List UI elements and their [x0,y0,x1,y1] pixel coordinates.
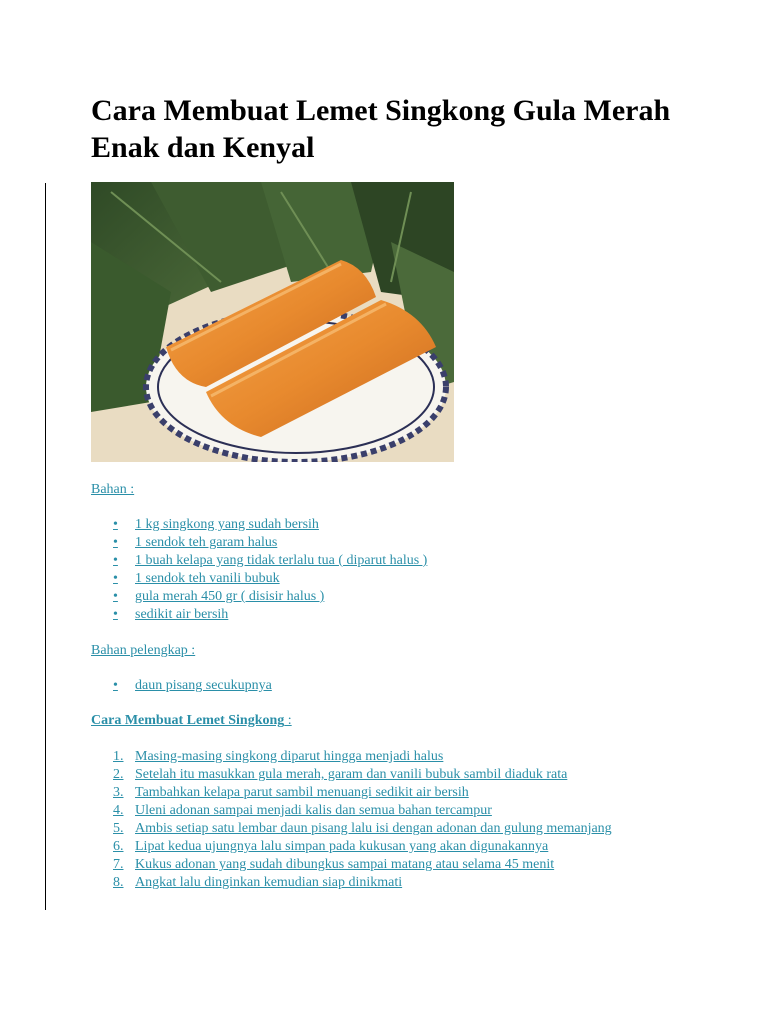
bullet-glyph: • [113,571,118,586]
pelengkap-list [113,677,272,695]
bullet-glyph: • [113,517,118,532]
list-item[interactable]: • 1 sendok teh garam halus [113,535,278,550]
list-item[interactable]: • gula merah 450 gr ( disisir halus ) [113,589,325,604]
bahan-list [113,516,427,624]
cara-heading [91,712,292,730]
cara-colon: : [284,713,292,728]
lemet-photo [91,182,454,462]
page-title: Cara Membuat Lemet Singkong Gula Merah Enak dan Kenyal [91,94,671,164]
bullet-glyph: • [113,607,118,622]
step-item[interactable]: 4. Uleni adonan sampai menjadi kalis dan semua bahan tercampur [113,803,492,818]
list-item[interactable]: • 1 sendok teh vanili bubuk [113,571,280,586]
bullet-glyph: • [113,678,118,693]
step-item[interactable]: 7. Kukus adonan yang sudah dibungkus sampai matang atau selama 45 menit [113,857,555,872]
bullet-glyph: • [113,589,118,604]
pelengkap-label[interactable]: Bahan pelengkap : [91,643,196,658]
bullet-glyph: • [113,535,118,550]
left-margin-rule [45,183,46,910]
step-item[interactable]: 8. Angkat lalu dinginkan kemudian siap dinikmati [113,875,403,890]
step-item[interactable]: 1. Masing-masing singkong diparut hingga menjadi halus [113,749,444,764]
list-item[interactable]: • 1 buah kelapa yang tidak terlalu tua ( diparut halus ) [113,553,428,568]
bahan-label[interactable]: Bahan : [91,482,135,497]
lemet-illustration [91,182,454,462]
step-item[interactable]: 2. Setelah itu masukkan gula merah, garam dan vanili bubuk sambil diaduk rata [113,767,568,782]
list-item[interactable]: • sedikit air bersih [113,607,229,622]
steps-list [113,748,612,892]
step-item[interactable]: 3. Tambahkan kelapa parut sambil menuangi sedikit air bersih [113,785,469,800]
list-item[interactable]: • daun pisang secukupnya [113,678,272,693]
step-item[interactable]: 5. Ambis setiap satu lembar daun pisang lalu isi dengan adonan dan gulung memanjang [113,821,612,836]
cara-label[interactable]: Cara Membuat Lemet Singkong [91,713,285,728]
bullet-glyph: • [113,553,118,568]
step-item[interactable]: 6. Lipat kedua ujungnya lalu simpan pada kukusan yang akan digunakannya [113,839,549,854]
list-item[interactable]: • 1 kg singkong yang sudah bersih [113,517,319,532]
